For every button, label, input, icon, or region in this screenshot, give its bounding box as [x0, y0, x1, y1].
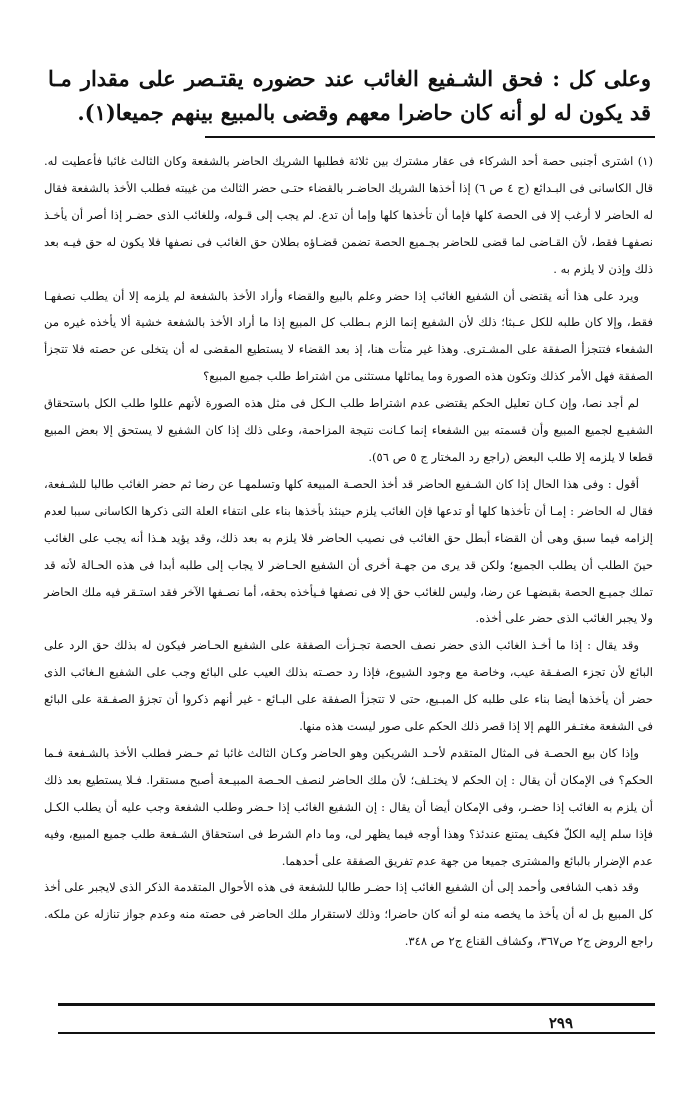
page-footer-rule: [58, 1003, 655, 1006]
main-paragraph: وعلى كل : فحق الشـفيع الغائب عند حضوره يقتـصر على مقدار مـا قد يكون له لو أنه كان حاضرا معهم وقضى بالمبيع بينهم جميعا(١).: [48, 66, 651, 125]
page-number: ٢٩٩: [548, 1014, 573, 1032]
footnote-paragraph: (١) اشترى أجنبى حصة أحد الشركاء فى عقار مشترك بين ثلاثة فطلبها الشريك الحاضر بالشفعة وكان الثالث غائبا فأعطيت له. قال الكاسانى فى البـدائع (ج ٤ ص ٦) إذا أخذها الشريك الحاضـر بالقضاء حتـى حضر الثالث من غيبته فطلب الأخذ بالشفعة فقال له الحاضر لا أرغب إلا فى الحصة كلها فإما أن تأخذها كلها وإما أن تدع. لم يجب إلى قـوله، وللغائب الذى حضـر إذا أصر أن يأخـذ نصفهـا فقط، لأن القـاضى لما قضى للحاضر بجـميع الحصة تضمن قضـاؤه بطلان حق الغائب فى نصفها فلا يكون له حق فيـه بعد ذلك وإذن لا يلزم به .: [44, 154, 654, 276]
footnote-paragraph: وقد يقال : إذا ما أخـذ الغائب الذى حضر نصف الحصة تجـزأت الصفقة على الشفيع الحـاضر فيكون له بذلك حق الرد على البائع لأن تجزء الصفـقة عيب، وخاصة مع وجود الشيوع، فإذا رد حصـته بذلك العيب على البائع وجب على الشفيع الـغائب الذى حضر أن يأخذها أيضا بناء على طلبه كل المبـيع، حتى لا تتجزأ الصفقة على البـائع - غير أنهم ذكروا أن تجزؤ الصفـقة على البائع فى الشفعة مغتـفر اللهم إلا إذا قصر ذلك الحكم على صور ليست هذه منها.: [44, 638, 653, 734]
footnotes-section: [44, 148, 653, 955]
footnote-paragraph: ويرد على هذا أنه يقتضى أن الشفيع الغائب إذا حضر وعلم بالبيع والقضاء وأراد الأخذ بالشفعة لم يلزمه إلا أن يطلب نصفهـا فقط، وإلا كان طلبه للكل عـبثا؛ ذلك لأن الشفيع إنما الزم بـطلب كل المبيع إذا ما أراد الأخذ بالشفعة خشية ألا يأخذه غيره من الشفعاء فتتجزأ الصفقة على المشـترى. وهذا غير متأت هنا، إذ بعد القضاء لا يستطيع المقضى له أن يتخلى عن حصته فلا تتجزأ الصفقة فهل الأمر كذلك وتكون هذه الصورة وما يماثلها مستثنى من اشتراط طلب جميع المبيع؟: [44, 288, 653, 384]
footnote-paragraph: لم أجد نصا، وإن كـان تعليل الحكم يقتضى عدم اشتراط طلب الـكل فى مثل هذه الصورة لأنهم عللوا طلب الكل باستحقاق الشفيـع لجميع المبيع وأن قسمته بين الشفعاء إنما كـانت نتيجة المزاحمة، وعلى ذلك إذا كان الشفيع لا يستحق إلا بعض المبيع قطعا لا يلزمه إلا طلب البعض (راجع رد المختار ج ٥ ص ٥٦).: [44, 396, 653, 464]
footnote-paragraph: أقول : وفى هذا الحال إذا كان الشـفيع الحاضر قد أخذ الحصـة المبيعة كلها وتسلمهـا عن رضا ثم حضر الغائب طالبا للشـفعة، فقال له الحاضر : إمـا أن تأخذها كلها أو تدعها فإن الغائب يلزم حينئذ بأخذها بناء على انتفاء العلة التى ذكرها الكاسانى سببا لعدم إلزامه فيما سبق وهى أن القضاء أبطل حق الغائب فى نصيب الحاضر فلا يلزم به بعد ذلك، وقد يؤيد هـذا أنه يجب على الغائب حينَ الطلب أن يطلب الجميع؛ ولكن قد يرى من جهـة أخرى أن الشفيع الحـاضر لا يجاب إلى طلبه أبدا فى هذه الحـالة لأنه قد تملك جميـع الحصة بقبضهـا عن رضا، وليس للغائب حق إلا فى نصفها فـيأخذه بحقه، أما نصـفها الآخر فقد استـقر فيه ملك الحاضر ولا يجبر الغائب الذى حضر على أخذه.: [44, 476, 653, 626]
footnote-paragraph: وإذا كان بيع الحصـة فى المثال المتقدم لأحـد الشريكين وهو الحاضر وكـان الثالث غائبا ثم حـضر فطلب الأخذ بالشـفعة فـما الحكم؟ فى الإمكان أن يقال : إن الحكم لا يختـلف؛ لأن ملك الحاضر لنصف الحـصة المبيـعة أصبح مستقرا. فـلا يستطيع بعد ذلك أن يلزم به الغائب إذا حضـر، وفى الإمكان أيضا أن يقال : إن الشفيع الغائب إذا حـضر وطلب الشفعة وجب عليه أن يطلب الكـل فإذا سلم إليه الكلّ فكيف يمتنع عندئذ؟ وهذا أوجه فيما يظهر لى، وما دام الشرط فى استحقاق الشـفعة طلب جميع المبيع، وفيه عدم الإضرار بالبائع والمشترى جميعا من جهة عدم تفريق الصفقة على أحدهما.: [44, 745, 653, 868]
page-number-underline: [58, 1032, 655, 1034]
footnote-paragraph: وقد ذهب الشافعى وأحمد إلى أن الشفيع الغائب إذا حضـر طالبا للشفعة فى هذه الأحوال المتقدمة الذكر الذى لايجبر على أخذ كل المبيع بل له أن يأخذ ما يخصه منه لو أنه كان حاضرا؛ وذلك لاستقرار ملك الحاضر فى حصته منه وعدم جواز تنازله عن ملكه. راجع الروض ج٢ ص٣٦٧، وكشاف القناع ج٢ ص ٣٤٨.: [44, 880, 653, 949]
footnote-separator: [205, 136, 655, 138]
